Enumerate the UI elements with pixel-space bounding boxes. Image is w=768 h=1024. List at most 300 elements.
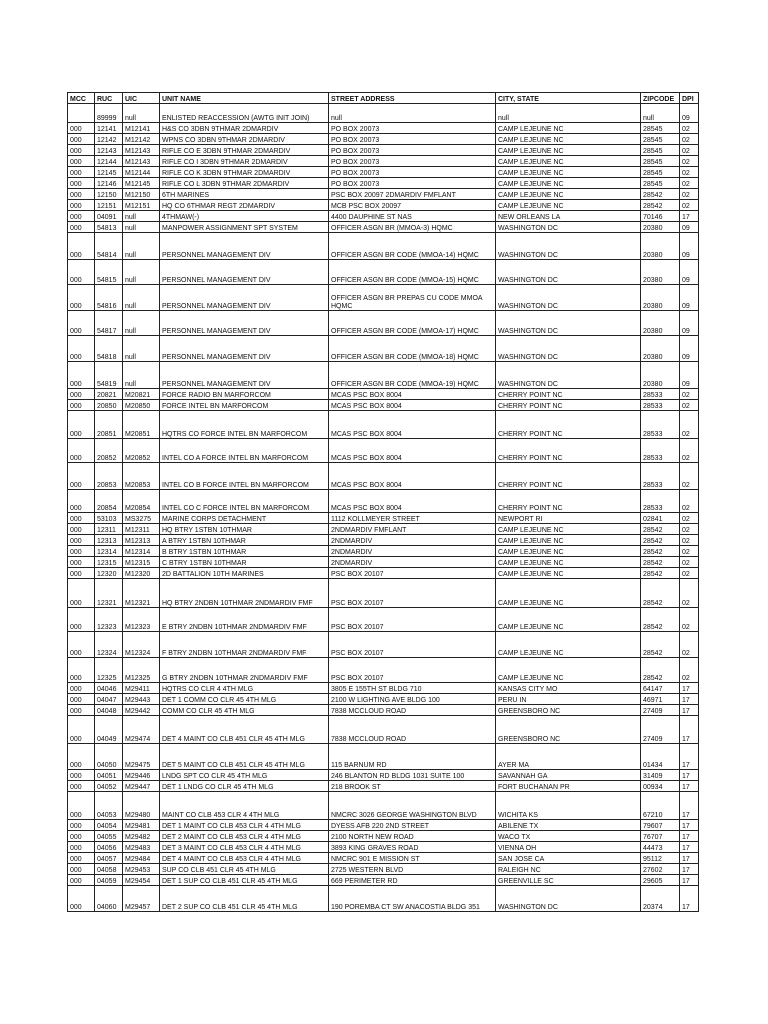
- table-row: [68, 820, 699, 831]
- cell-street-address: MCAS PSC BOX 8004: [329, 490, 496, 513]
- table-row: [68, 189, 699, 200]
- cell-dpi: 17: [680, 820, 699, 831]
- cell-mcc: 000: [68, 200, 95, 211]
- cell-dpi: 02: [680, 439, 699, 463]
- cell-unit-name: A BTRY 1STBN 10THMAR: [160, 535, 329, 546]
- cell-city-state: WASHINGTON DC: [496, 336, 641, 362]
- cell-dpi: 17: [680, 705, 699, 716]
- cell-ruc: 54815: [95, 260, 123, 285]
- cell-unit-name: RIFLE CO E 3DBN 9THMAR 2DMARDIV: [160, 145, 329, 156]
- table-row: [68, 389, 699, 400]
- cell-uic: null: [123, 362, 160, 389]
- cell-city-state: SAVANNAH GA: [496, 770, 641, 781]
- cell-city-state: CHERRY POINT NC: [496, 389, 641, 400]
- cell-city-state: WASHINGTON DC: [496, 311, 641, 336]
- cell-unit-name: HQ BTRY 2NDBN 10THMAR 2NDMARDIV FMF: [160, 579, 329, 608]
- cell-mcc: 000: [68, 546, 95, 557]
- cell-zipcode: 20380: [641, 311, 680, 336]
- table-row: [68, 123, 699, 134]
- table-row: [68, 233, 699, 260]
- cell-city-state: CAMP LEJEUNE NC: [496, 608, 641, 632]
- cell-unit-name: COMM CO CLR 45 4TH MLG: [160, 705, 329, 716]
- table-row: [68, 178, 699, 189]
- cell-dpi: 17: [680, 792, 699, 820]
- cell-uic: M29482: [123, 831, 160, 842]
- cell-unit-name: DET 2 SUP CO CLB 451 CLR 45 4TH MLG: [160, 886, 329, 912]
- cell-unit-name: RIFLE CO K 3DBN 9THMAR 2DMARDIV: [160, 167, 329, 178]
- cell-mcc: 000: [68, 400, 95, 411]
- table-row: [68, 362, 699, 389]
- cell-dpi: 17: [680, 683, 699, 694]
- cell-dpi: 09: [680, 311, 699, 336]
- cell-unit-name: PERSONNEL MANAGEMENT DIV: [160, 285, 329, 311]
- cell-unit-name: INTEL CO A FORCE INTEL BN MARFORCOM: [160, 439, 329, 463]
- cell-city-state: WICHITA KS: [496, 792, 641, 820]
- table-row: [68, 260, 699, 285]
- cell-ruc: 12143: [95, 145, 123, 156]
- cell-mcc: 000: [68, 579, 95, 608]
- table-row: [68, 658, 699, 683]
- column-header-dpi: DPI: [680, 93, 699, 104]
- cell-dpi: 02: [680, 145, 699, 156]
- cell-unit-name: FORCE INTEL BN MARFORCOM: [160, 400, 329, 411]
- cell-zipcode: 28542: [641, 189, 680, 200]
- cell-city-state: SAN JOSE CA: [496, 853, 641, 864]
- cell-uic: null: [123, 233, 160, 260]
- table-row: [68, 134, 699, 145]
- cell-uic: M12142: [123, 134, 160, 145]
- cell-unit-name: PERSONNEL MANAGEMENT DIV: [160, 336, 329, 362]
- cell-ruc: 04046: [95, 683, 123, 694]
- cell-mcc: 000: [68, 744, 95, 770]
- cell-uic: M20851: [123, 411, 160, 439]
- cell-mcc: 000: [68, 608, 95, 632]
- cell-zipcode: 28533: [641, 411, 680, 439]
- cell-uic: M20821: [123, 389, 160, 400]
- table-row: [68, 156, 699, 167]
- cell-zipcode: 28533: [641, 439, 680, 463]
- cell-dpi: 02: [680, 524, 699, 535]
- cell-mcc: 000: [68, 842, 95, 853]
- cell-uic: M20854: [123, 490, 160, 513]
- cell-ruc: 12151: [95, 200, 123, 211]
- table-row: [68, 104, 699, 123]
- cell-street-address: 246 BLANTON RD BLDG 1031 SUITE 100: [329, 770, 496, 781]
- cell-dpi: 02: [680, 167, 699, 178]
- cell-street-address: OFFICER ASGN BR CODE (MMOA-17) HQMC: [329, 311, 496, 336]
- cell-dpi: 09: [680, 336, 699, 362]
- table-row: [68, 167, 699, 178]
- cell-unit-name: 2D BATTALION 10TH MARINES: [160, 568, 329, 579]
- cell-street-address: MCAS PSC BOX 8004: [329, 439, 496, 463]
- cell-unit-name: DET 4 MAINT CO CLB 453 CLR 4 4TH MLG: [160, 853, 329, 864]
- cell-dpi: 17: [680, 211, 699, 222]
- table-row: [68, 770, 699, 781]
- table-row: [68, 285, 699, 311]
- cell-ruc: 54819: [95, 362, 123, 389]
- cell-mcc: 000: [68, 658, 95, 683]
- cell-uic: M12141: [123, 123, 160, 134]
- cell-street-address: 115 BARNUM RD: [329, 744, 496, 770]
- cell-city-state: GREENVILLE SC: [496, 875, 641, 886]
- cell-street-address: 4400 DAUPHINE ST NAS: [329, 211, 496, 222]
- cell-uic: null: [123, 211, 160, 222]
- cell-ruc: 12315: [95, 557, 123, 568]
- cell-unit-name: HQ BTRY 1STBN 10THMAR: [160, 524, 329, 535]
- column-header-unit-name: UNIT NAME: [160, 93, 329, 104]
- cell-mcc: 000: [68, 167, 95, 178]
- cell-zipcode: 76707: [641, 831, 680, 842]
- cell-dpi: 02: [680, 389, 699, 400]
- cell-city-state: KANSAS CITY MO: [496, 683, 641, 694]
- cell-city-state: CAMP LEJEUNE NC: [496, 156, 641, 167]
- cell-mcc: 000: [68, 178, 95, 189]
- cell-uic: M29442: [123, 705, 160, 716]
- cell-unit-name: G BTRY 2NDBN 10THMAR 2NDMARDIV FMF: [160, 658, 329, 683]
- cell-city-state: WASHINGTON DC: [496, 233, 641, 260]
- cell-uic: M12323: [123, 608, 160, 632]
- cell-ruc: 12141: [95, 123, 123, 134]
- cell-mcc: 000: [68, 792, 95, 820]
- unit-address-table: [67, 92, 699, 912]
- cell-mcc: 000: [68, 145, 95, 156]
- cell-ruc: 89999: [95, 104, 123, 123]
- cell-uic: M29483: [123, 842, 160, 853]
- cell-city-state: CAMP LEJEUNE NC: [496, 200, 641, 211]
- cell-uic: M29411: [123, 683, 160, 694]
- cell-ruc: 20850: [95, 400, 123, 411]
- cell-dpi: 02: [680, 411, 699, 439]
- cell-mcc: 000: [68, 211, 95, 222]
- cell-zipcode: 28542: [641, 546, 680, 557]
- cell-ruc: 54818: [95, 336, 123, 362]
- cell-city-state: WASHINGTON DC: [496, 260, 641, 285]
- cell-uic: M12151: [123, 200, 160, 211]
- cell-uic: M12313: [123, 535, 160, 546]
- cell-unit-name: WPNS CO 3DBN 9THMAR 2DMARDIV: [160, 134, 329, 145]
- cell-street-address: MCB PSC BOX 20097: [329, 200, 496, 211]
- cell-zipcode: 28542: [641, 557, 680, 568]
- cell-unit-name: FORCE RADIO BN MARFORCOM: [160, 389, 329, 400]
- cell-ruc: 20851: [95, 411, 123, 439]
- cell-mcc: 000: [68, 683, 95, 694]
- cell-dpi: 02: [680, 490, 699, 513]
- cell-uic: M29457: [123, 886, 160, 912]
- cell-street-address: 2725 WESTERN BLVD: [329, 864, 496, 875]
- cell-ruc: 04048: [95, 705, 123, 716]
- cell-street-address: PSC BOX 20107: [329, 568, 496, 579]
- table-row: [68, 694, 699, 705]
- cell-street-address: NMCRC 901 E MISSION ST: [329, 853, 496, 864]
- cell-uic: M29453: [123, 864, 160, 875]
- cell-city-state: CHERRY POINT NC: [496, 400, 641, 411]
- cell-uic: M29454: [123, 875, 160, 886]
- cell-street-address: PO BOX 20073: [329, 156, 496, 167]
- cell-ruc: 12323: [95, 608, 123, 632]
- cell-city-state: RALEIGH NC: [496, 864, 641, 875]
- cell-street-address: 2NDMARDIV: [329, 557, 496, 568]
- cell-zipcode: 28545: [641, 178, 680, 189]
- cell-mcc: 000: [68, 524, 95, 535]
- cell-city-state: CAMP LEJEUNE NC: [496, 134, 641, 145]
- cell-ruc: 12321: [95, 579, 123, 608]
- cell-dpi: 02: [680, 156, 699, 167]
- cell-ruc: 12320: [95, 568, 123, 579]
- cell-uic: M12321: [123, 579, 160, 608]
- cell-zipcode: 01434: [641, 744, 680, 770]
- cell-zipcode: 67210: [641, 792, 680, 820]
- cell-city-state: CAMP LEJEUNE NC: [496, 123, 641, 134]
- cell-zipcode: 00934: [641, 781, 680, 792]
- cell-city-state: CAMP LEJEUNE NC: [496, 524, 641, 535]
- cell-city-state: FORT BUCHANAN PR: [496, 781, 641, 792]
- cell-zipcode: 20380: [641, 285, 680, 311]
- column-header-street-address: STREET ADDRESS: [329, 93, 496, 104]
- cell-city-state: CAMP LEJEUNE NC: [496, 167, 641, 178]
- cell-city-state: CHERRY POINT NC: [496, 411, 641, 439]
- cell-ruc: 04054: [95, 820, 123, 831]
- cell-mcc: 000: [68, 864, 95, 875]
- cell-zipcode: 28533: [641, 463, 680, 490]
- cell-zipcode: 64147: [641, 683, 680, 694]
- cell-uic: M12143: [123, 145, 160, 156]
- cell-zipcode: 20380: [641, 260, 680, 285]
- cell-mcc: 000: [68, 189, 95, 200]
- cell-ruc: 04059: [95, 875, 123, 886]
- table-row: [68, 568, 699, 579]
- cell-dpi: 17: [680, 770, 699, 781]
- cell-ruc: 04057: [95, 853, 123, 864]
- cell-dpi: 17: [680, 886, 699, 912]
- cell-street-address: OFFICER ASGN BR (MMOA-3) HQMC: [329, 222, 496, 233]
- cell-zipcode: 28533: [641, 490, 680, 513]
- cell-dpi: 17: [680, 694, 699, 705]
- cell-ruc: 04049: [95, 716, 123, 744]
- cell-dpi: 09: [680, 222, 699, 233]
- cell-zipcode: 28542: [641, 658, 680, 683]
- cell-street-address: PO BOX 20073: [329, 167, 496, 178]
- cell-zipcode: 28542: [641, 535, 680, 546]
- cell-dpi: 17: [680, 744, 699, 770]
- cell-ruc: 54813: [95, 222, 123, 233]
- table-body: [68, 93, 699, 912]
- table-row: [68, 557, 699, 568]
- cell-unit-name: MARINE CORPS DETACHMENT: [160, 513, 329, 524]
- cell-mcc: 000: [68, 123, 95, 134]
- cell-dpi: 17: [680, 842, 699, 853]
- cell-unit-name: RIFLE CO L 3DBN 9THMAR 2DMARDIV: [160, 178, 329, 189]
- cell-zipcode: 28545: [641, 156, 680, 167]
- cell-dpi: 02: [680, 658, 699, 683]
- cell-dpi: 17: [680, 875, 699, 886]
- cell-uic: M12150: [123, 189, 160, 200]
- cell-zipcode: 27409: [641, 716, 680, 744]
- cell-city-state: CAMP LEJEUNE NC: [496, 632, 641, 658]
- cell-ruc: 12146: [95, 178, 123, 189]
- table-row: [68, 716, 699, 744]
- cell-city-state: CAMP LEJEUNE NC: [496, 568, 641, 579]
- cell-street-address: MCAS PSC BOX 8004: [329, 400, 496, 411]
- cell-dpi: 02: [680, 632, 699, 658]
- table-row: [68, 524, 699, 535]
- cell-street-address: PO BOX 20073: [329, 134, 496, 145]
- cell-zipcode: 28545: [641, 134, 680, 145]
- cell-ruc: 04056: [95, 842, 123, 853]
- cell-unit-name: PERSONNEL MANAGEMENT DIV: [160, 260, 329, 285]
- cell-zipcode: 28542: [641, 200, 680, 211]
- cell-dpi: 02: [680, 189, 699, 200]
- cell-ruc: 20853: [95, 463, 123, 490]
- cell-street-address: PO BOX 20073: [329, 123, 496, 134]
- cell-street-address: 669 PERIMETER RD: [329, 875, 496, 886]
- cell-mcc: 000: [68, 513, 95, 524]
- cell-city-state: WACO TX: [496, 831, 641, 842]
- cell-ruc: 20852: [95, 439, 123, 463]
- cell-street-address: MCAS PSC BOX 8004: [329, 463, 496, 490]
- cell-zipcode: 28542: [641, 632, 680, 658]
- cell-unit-name: INTEL CO C FORCE INTEL BN MARFORCOM: [160, 490, 329, 513]
- cell-mcc: 000: [68, 694, 95, 705]
- cell-unit-name: RIFLE CO I 3DBN 9THMAR 2DMARDIV: [160, 156, 329, 167]
- cell-mcc: 000: [68, 831, 95, 842]
- cell-street-address: 2100 NORTH NEW ROAD: [329, 831, 496, 842]
- cell-zipcode: 28533: [641, 400, 680, 411]
- cell-ruc: 12150: [95, 189, 123, 200]
- cell-mcc: 000: [68, 568, 95, 579]
- cell-street-address: PSC BOX 20107: [329, 658, 496, 683]
- cell-unit-name: C BTRY 1STBN 10THMAR: [160, 557, 329, 568]
- cell-uic: M29475: [123, 744, 160, 770]
- cell-uic: MS3275: [123, 513, 160, 524]
- cell-dpi: 02: [680, 134, 699, 145]
- cell-city-state: CAMP LEJEUNE NC: [496, 535, 641, 546]
- cell-zipcode: 28545: [641, 145, 680, 156]
- cell-ruc: 54814: [95, 233, 123, 260]
- cell-dpi: 09: [680, 104, 699, 123]
- cell-uic: M29484: [123, 853, 160, 864]
- cell-uic: M12320: [123, 568, 160, 579]
- cell-ruc: 12311: [95, 524, 123, 535]
- cell-zipcode: 02841: [641, 513, 680, 524]
- cell-uic: null: [123, 260, 160, 285]
- cell-street-address: 190 POREMBA CT SW ANACOSTIA BLDG 351: [329, 886, 496, 912]
- cell-zipcode: 20380: [641, 233, 680, 260]
- cell-mcc: 000: [68, 705, 95, 716]
- cell-dpi: 02: [680, 200, 699, 211]
- cell-mcc: 000: [68, 336, 95, 362]
- cell-zipcode: 28533: [641, 389, 680, 400]
- cell-unit-name: E BTRY 2NDBN 10THMAR 2NDMARDIV FMF: [160, 608, 329, 632]
- cell-city-state: CHERRY POINT NC: [496, 439, 641, 463]
- cell-dpi: 02: [680, 568, 699, 579]
- cell-city-state: PERU IN: [496, 694, 641, 705]
- cell-zipcode: 44473: [641, 842, 680, 853]
- cell-street-address: OFFICER ASGN BR CODE (MMOA-18) HQMC: [329, 336, 496, 362]
- table-row: [68, 463, 699, 490]
- cell-street-address: PSC BOX 20097 2DMARDIV FMFLANT: [329, 189, 496, 200]
- cell-ruc: 12324: [95, 632, 123, 658]
- cell-street-address: 7838 MCCLOUD ROAD: [329, 716, 496, 744]
- cell-unit-name: PERSONNEL MANAGEMENT DIV: [160, 233, 329, 260]
- cell-mcc: 000: [68, 875, 95, 886]
- column-header-uic: UIC: [123, 93, 160, 104]
- column-header-city-state: CITY, STATE: [496, 93, 641, 104]
- cell-city-state: CAMP LEJEUNE NC: [496, 189, 641, 200]
- cell-ruc: 54817: [95, 311, 123, 336]
- cell-zipcode: 20374: [641, 886, 680, 912]
- cell-dpi: 17: [680, 781, 699, 792]
- cell-uic: null: [123, 104, 160, 123]
- cell-unit-name: PERSONNEL MANAGEMENT DIV: [160, 311, 329, 336]
- cell-street-address: 218 BROOK ST: [329, 781, 496, 792]
- table-row: [68, 632, 699, 658]
- cell-city-state: NEW ORLEANS LA: [496, 211, 641, 222]
- cell-uic: null: [123, 311, 160, 336]
- cell-street-address: 2100 W LIGHTING AVE BLDG 100: [329, 694, 496, 705]
- cell-dpi: 02: [680, 608, 699, 632]
- cell-street-address: OFFICER ASGN BR CODE (MMOA-15) HQMC: [329, 260, 496, 285]
- cell-street-address: PO BOX 20073: [329, 178, 496, 189]
- cell-mcc: 000: [68, 781, 95, 792]
- cell-street-address: DYESS AFB 220 2ND STREET: [329, 820, 496, 831]
- cell-zipcode: 29605: [641, 875, 680, 886]
- table-row: [68, 211, 699, 222]
- cell-street-address: null: [329, 104, 496, 123]
- cell-street-address: PO BOX 20073: [329, 145, 496, 156]
- cell-city-state: null: [496, 104, 641, 123]
- cell-unit-name: HQTRS CO FORCE INTEL BN MARFORCOM: [160, 411, 329, 439]
- cell-uic: M12324: [123, 632, 160, 658]
- cell-zipcode: 28542: [641, 579, 680, 608]
- table-row: [68, 579, 699, 608]
- cell-dpi: 02: [680, 123, 699, 134]
- cell-dpi: 17: [680, 853, 699, 864]
- cell-zipcode: 31409: [641, 770, 680, 781]
- cell-ruc: 12142: [95, 134, 123, 145]
- cell-mcc: 000: [68, 311, 95, 336]
- cell-zipcode: null: [641, 104, 680, 123]
- cell-uic: M20850: [123, 400, 160, 411]
- cell-zipcode: 46971: [641, 694, 680, 705]
- cell-uic: null: [123, 222, 160, 233]
- cell-street-address: OFFICER ASGN BR CODE (MMOA-19) HQMC: [329, 362, 496, 389]
- cell-street-address: 3805 E 155TH ST BLDG 710: [329, 683, 496, 694]
- cell-ruc: 04058: [95, 864, 123, 875]
- cell-street-address: OFFICER ASGN BR CODE (MMOA-14) HQMC: [329, 233, 496, 260]
- cell-city-state: CHERRY POINT NC: [496, 463, 641, 490]
- table-row: [68, 705, 699, 716]
- cell-zipcode: 79607: [641, 820, 680, 831]
- cell-zipcode: 20380: [641, 336, 680, 362]
- cell-mcc: 000: [68, 853, 95, 864]
- cell-city-state: WASHINGTON DC: [496, 886, 641, 912]
- cell-unit-name: DET 1 LNDG CO CLR 45 4TH MLG: [160, 781, 329, 792]
- cell-uic: M12145: [123, 178, 160, 189]
- cell-uic: null: [123, 336, 160, 362]
- cell-ruc: 54816: [95, 285, 123, 311]
- column-header-mcc: MCC: [68, 93, 95, 104]
- table-row: [68, 864, 699, 875]
- cell-unit-name: INTEL CO B FORCE INTEL BN MARFORCOM: [160, 463, 329, 490]
- cell-zipcode: 20380: [641, 362, 680, 389]
- cell-ruc: 12144: [95, 156, 123, 167]
- cell-city-state: ABILENE TX: [496, 820, 641, 831]
- cell-uic: M20852: [123, 439, 160, 463]
- cell-city-state: CAMP LEJEUNE NC: [496, 658, 641, 683]
- cell-unit-name: 6TH MARINES: [160, 189, 329, 200]
- cell-dpi: 02: [680, 463, 699, 490]
- cell-mcc: 000: [68, 490, 95, 513]
